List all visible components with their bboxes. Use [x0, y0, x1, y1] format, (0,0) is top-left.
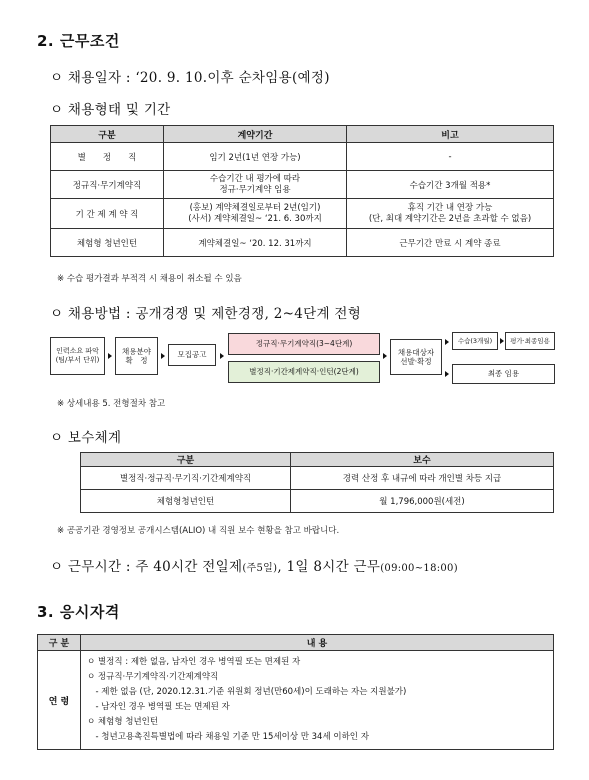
- flow-arrow: [220, 353, 224, 359]
- table2-header-type: 구분: [81, 453, 291, 467]
- bullet-hire-date: ㅇ 채용일자 : ‘20. 9. 10.이후 순차임용(예정): [50, 70, 330, 86]
- table3-header-category: 구 분: [38, 635, 81, 651]
- list-item: ㅇ 체험형 청년인턴: [87, 717, 159, 727]
- table-cell: 휴직 기간 내 연장 가능 (단, 최대 계약기간은 2년을 초과할 수 없음): [347, 199, 554, 229]
- salary-table: [80, 452, 554, 513]
- bullet-work-hours: [50, 555, 458, 575]
- flow-step-contract: 별정직·기간제계약직·인턴(2단계): [228, 361, 380, 383]
- flow-step-probation: 수습(3개월): [452, 332, 498, 350]
- qualification-content: [81, 651, 554, 750]
- table-cell: 체험형청년인턴: [81, 490, 291, 513]
- list-item: ㅇ 별정직 : 제한 없음, 남자인 경우 병역필 또는 면제된 자: [87, 657, 301, 667]
- work-hours-main: ㅇ 근무시간 : 주 40시간 전일제: [50, 559, 243, 575]
- bullet-hire-method: ㅇ 채용방법 : 공개경쟁 및 제한경쟁, 2~4단계 전형: [50, 306, 362, 322]
- note-procedure: ※ 상세내용 5. 전형절차 참고: [57, 399, 166, 409]
- flow-step-final: 최종 임용: [452, 364, 555, 384]
- table-cell: 수습기간 내 평가에 따라 정규·무기계약 임용: [164, 171, 347, 199]
- table1-header-period: 계약기간: [164, 126, 347, 143]
- table-cell: (홍보) 계약체결일로부터 2년(임기) (사서) 계약체결일~ ‘21. 6. 30까지: [164, 199, 347, 229]
- table-cell: 체험형 청년인턴: [51, 229, 164, 257]
- table-cell: 경력 산정 후 내규에 따라 개인별 차등 지급: [291, 467, 554, 490]
- section3-title: 3. 응시자격: [37, 603, 120, 621]
- flow-arrow: [383, 353, 387, 359]
- table-cell: 계약체결일~ ‘20. 12. 31까지: [164, 229, 347, 257]
- list-item: - 청년고용촉진특별법에 따라 채용일 기준 만 15세이상 만 34세 이하인 자: [87, 732, 369, 742]
- bullet-hire-type: ㅇ 채용형태 및 기간: [50, 102, 171, 118]
- flow-arrow: [500, 338, 504, 344]
- flow-arrow: [445, 339, 449, 345]
- work-hours-daily: , 1일 8시간 근무: [277, 559, 381, 575]
- note-alio: ※ 공공기관 경영정보 공개시스템(ALIO) 내 직원 보수 현황을 참고 바랍니다.: [57, 526, 340, 536]
- flow-step-notice: 모집공고: [168, 344, 216, 366]
- table3-header-content: 내 용: [81, 635, 554, 651]
- note-probation: ※ 수습 평가결과 부적격 시 채용이 취소될 수 있음: [57, 274, 242, 284]
- table-cell: 기 간 제 계 약 직: [51, 199, 164, 229]
- list-item: ㅇ 정규직·무기계약직·기간제계약직: [87, 672, 219, 682]
- table-cell: 별 정 직: [51, 143, 164, 171]
- table3-row-label: 연 령: [38, 651, 81, 750]
- list-item: - 제한 없음 (단, 2020.12.31.기준 위원회 정년(만60세)이 도래하는 자는 지원불가): [87, 687, 407, 697]
- table-cell: 임기 2년(1년 연장 가능): [164, 143, 347, 171]
- table1-header-type: 구분: [51, 126, 164, 143]
- table1-header-note: 비고: [347, 126, 554, 143]
- table-cell: 근무기간 만료 시 계약 종료: [347, 229, 554, 257]
- flow-arrow: [161, 353, 165, 359]
- flow-step-regular: 정규직·무기계약직(3~4단계): [228, 333, 380, 355]
- bullet-salary: ㅇ 보수체계: [50, 430, 122, 446]
- work-hours-time: (09:00~18:00): [380, 563, 458, 574]
- flow-step-select: 채용대상자 선발·확정: [390, 339, 442, 375]
- table-cell: 월 1,796,000원(세전): [291, 490, 554, 513]
- flow-step-field: 채용분야 확 정: [115, 337, 158, 375]
- flow-arrow: [445, 371, 449, 377]
- table-cell: 수습기간 3개월 적용*: [347, 171, 554, 199]
- flow-arrow: [108, 353, 112, 359]
- work-hours-days: (주5일): [242, 563, 278, 574]
- list-item: - 남자인 경우 병역필 또는 면제된 자: [87, 702, 230, 712]
- employment-type-table: [50, 125, 554, 257]
- flow-step-demand: 인력소요 파악 (팀/부서 단위): [50, 337, 105, 375]
- table-cell: 별정직·정규직·무기직·기간제계약직: [81, 467, 291, 490]
- flow-step-evaluation: 평가·최종임용: [505, 332, 555, 350]
- table-cell: 정규직·무기계약직: [51, 171, 164, 199]
- qualification-table: [37, 634, 554, 750]
- table-cell: -: [347, 143, 554, 171]
- table2-header-salary: 보수: [291, 453, 554, 467]
- section2-title: 2. 근무조건: [37, 32, 120, 50]
